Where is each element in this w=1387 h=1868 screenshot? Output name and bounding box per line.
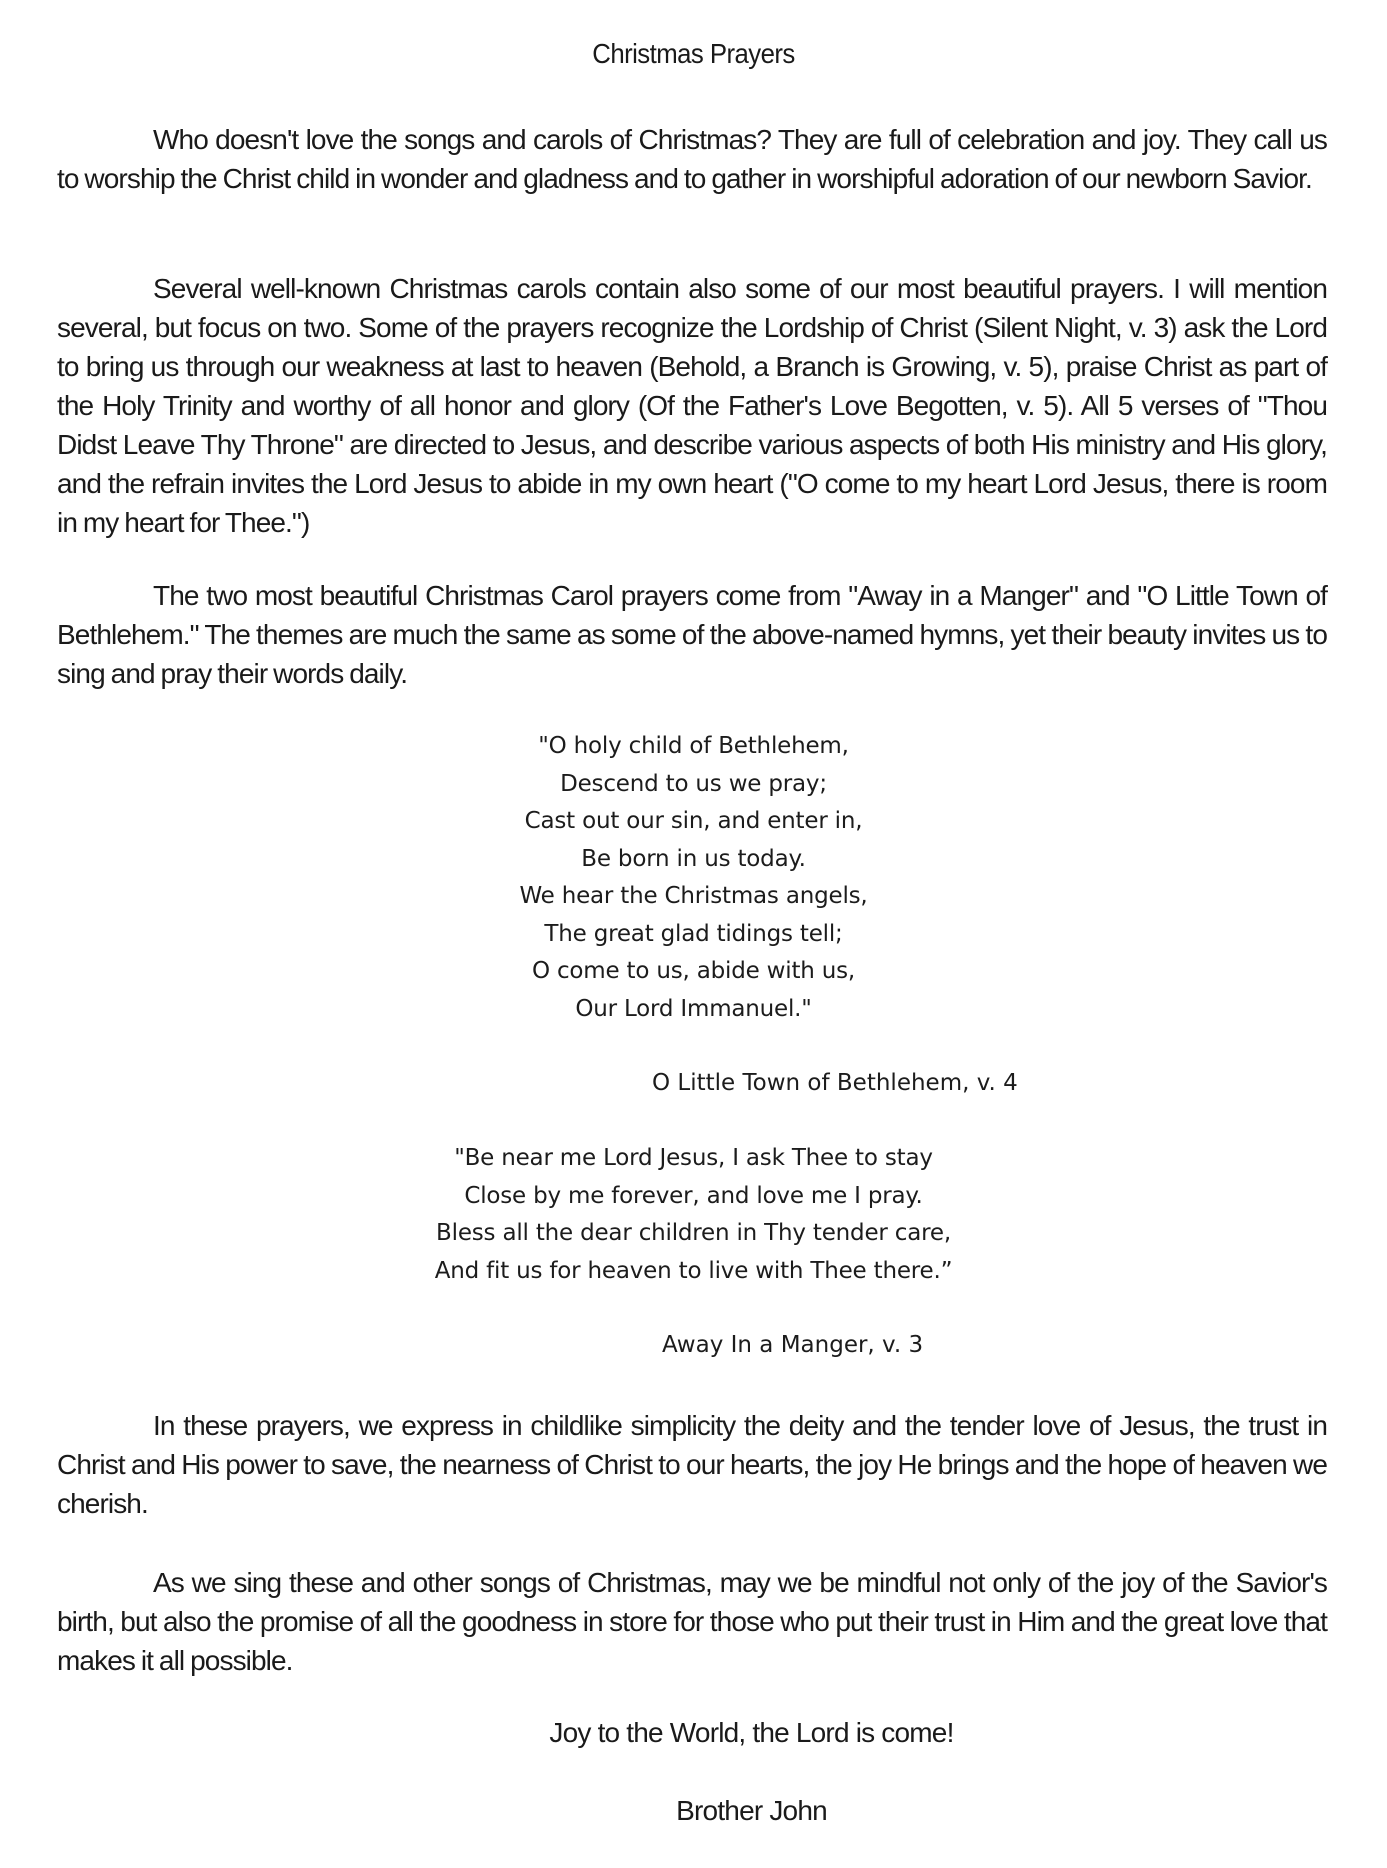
verse-line: Be born in us today. [581,845,806,872]
verse-bethlehem [0,728,1387,1028]
verse-line: We hear the Christmas angels, [519,883,868,909]
verse-manger [0,1140,1387,1290]
verse-line: Cast out our sin, and enter in, [524,808,863,834]
verse-line: The great glad tidings tell; [544,920,843,947]
verse-line: O come to us, abide with us, [531,958,856,984]
verse-line: "O holy child of Bethlehem, [538,733,849,759]
verse-citation-bethlehem: O Little Town of Bethlehem, v. 4 [652,1070,1018,1096]
paragraph-closing: As we sing these and other songs of Christmas, may we be mindful not only of the joy of the Savior's birth, but also the promise of all the goodness in store for those who put their trust in Him and the great love that makes it all possible. [57,1567,1327,1676]
verse-citation-manger: Away In a Manger, v. 3 [662,1332,924,1358]
paragraph-intro: Who doesn't love the songs and carols of Christmas? They are full of celebration and joy. They call us to worship the Christ child in wonder and gladness and to gather in worshipful adoration of our newborn Savior. [57,124,1327,194]
verse-line: "Be near me Lord Jesus, I ask Thee to stay [454,1145,933,1171]
paragraph-two-prayers: The two most beautiful Christmas Carol prayers come from "Away in a Manger" and "O Little Town of Bethlehem." The themes are much the same as some of the above-named hymns, yet their beauty invites us to sing and pray their words daily. [57,580,1327,689]
verse-line: Our Lord Immanuel." [575,995,812,1022]
paragraph-carols: Several well-known Christmas carols contain also some of our most beautiful prayers. I will mention several, but focus on two. Some of the prayers recognize the Lordship of Christ (Silent Night, v. 3) ask the Lord to bring us through our weakness at last to heaven (Behold, a Branch is Growing, v. 5), praise Christ as part of the Holy Trinity and worthy of all honor and glory (Of the Father's Love Begotten, v. 5). All 5 verses of "Thou Didst Leave Thy Throne" are directed to Jesus, and describe various aspects of both His ministry and His glory, and the refrain invites the Lord Jesus to abide in my own heart ("O come to my heart Lord Jesus, there is room in my heart for Thee.") [57,273,1327,538]
closing-line: Joy to the World, the Lord is come! [549,1717,954,1748]
document-title: Christmas Prayers [592,38,795,69]
verse-line: Bless all the dear children in Thy tender care, [436,1220,951,1246]
verse-line: And fit us for heaven to live with Thee there.” [434,1257,953,1284]
signature: Brother John [676,1795,827,1826]
paragraph-reflection: In these prayers, we express in childlike simplicity the deity and the tender love of Jesus, the trust in Christ and His power to save, the nearness of Christ to our hearts, the joy He brings and the hope of heaven we cherish. [57,1410,1327,1519]
verse-line: Close by me forever, and love me I pray. [464,1182,923,1209]
verse-line: Descend to us we pray; [560,770,827,797]
